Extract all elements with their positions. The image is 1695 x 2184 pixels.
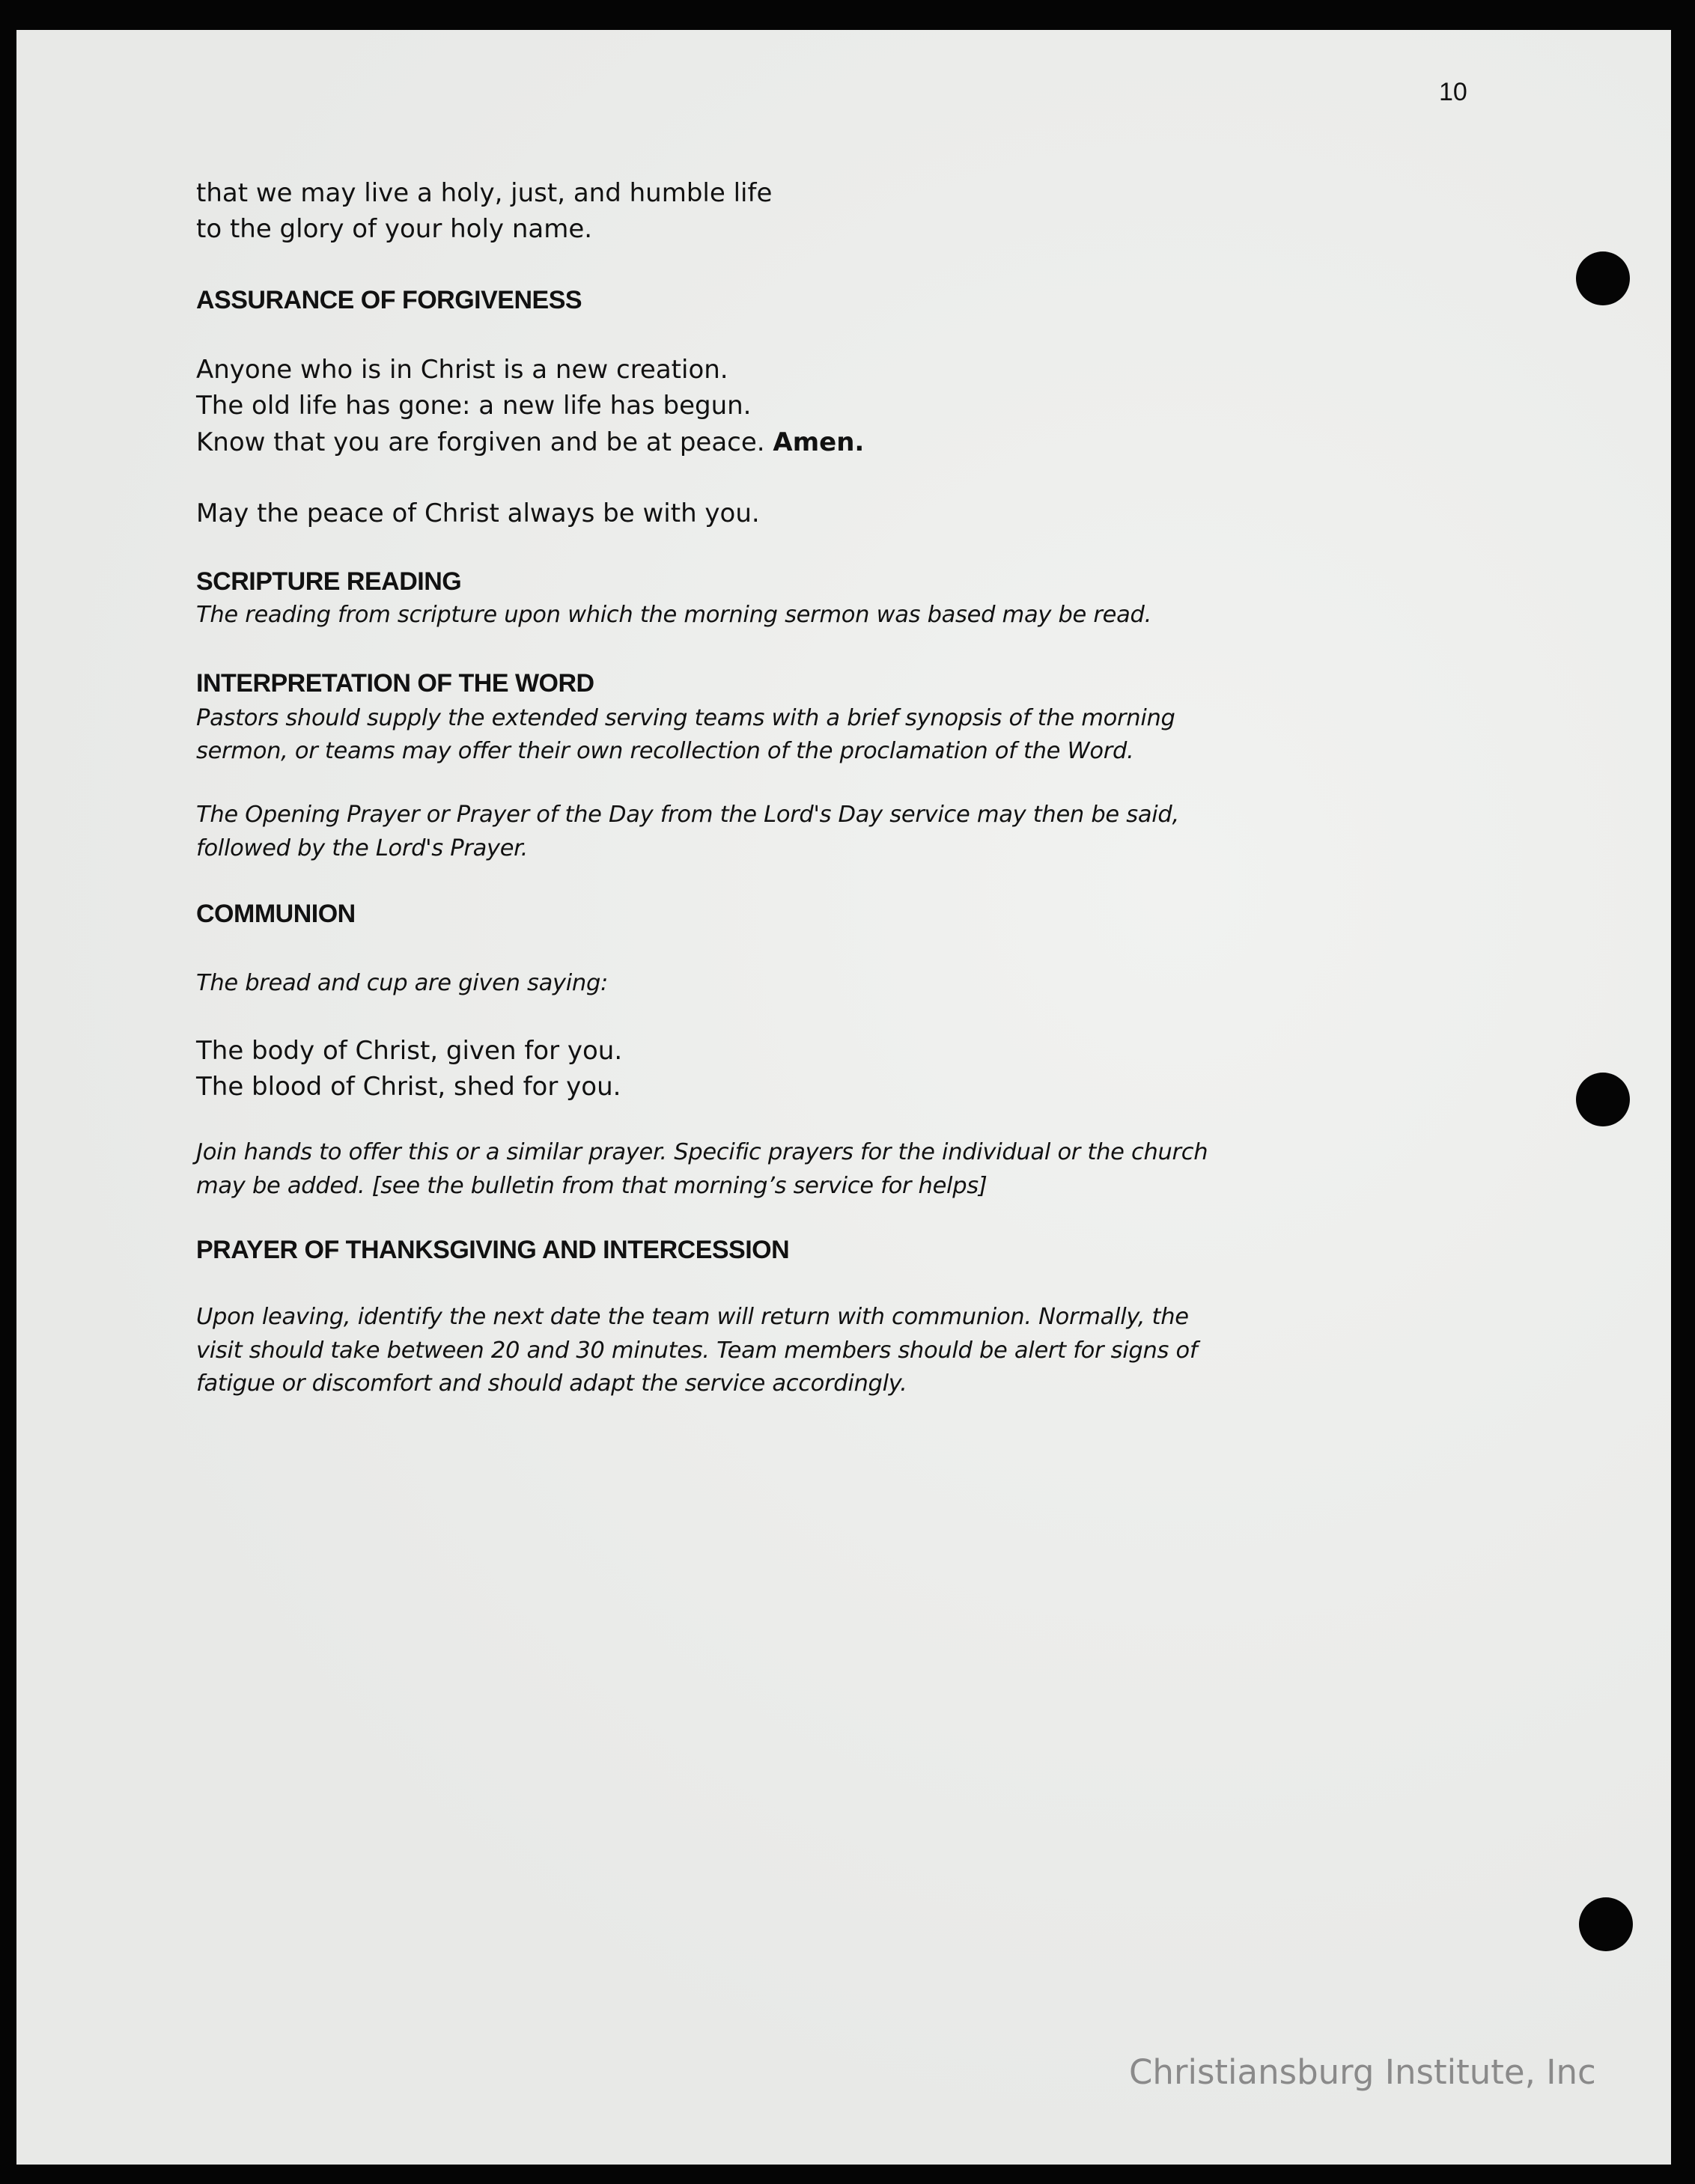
instruction-text: fatigue or discomfort and should adapt the service accordingly. xyxy=(196,1370,907,1397)
instruction-text: The bread and cup are given saying: xyxy=(196,970,608,996)
section-heading: ASSURANCE OF FORGIVENESS xyxy=(196,286,582,314)
section-heading: INTERPRETATION OF THE WORD xyxy=(196,669,594,698)
assurance-line: The old life has gone: a new life has begun. xyxy=(196,391,752,421)
instruction-text: The Opening Prayer or Prayer of the Day from the Lord's Day service may then be said, xyxy=(196,802,1179,828)
instruction-text: followed by the Lord's Prayer. xyxy=(196,835,529,861)
page-number: 10 xyxy=(1439,78,1467,106)
instruction-text: Join hands to offer this or a similar prayer. Specific prayers for the individual or the church xyxy=(196,1139,1208,1165)
punch-hole xyxy=(1576,1073,1630,1126)
punch-hole xyxy=(1579,1897,1633,1951)
instruction-text: sermon, or teams may offer their own recollection of the proclamation of the Word. xyxy=(196,738,1134,764)
intro-line: to the glory of your holy name. xyxy=(196,214,593,244)
assurance-line: Anyone who is in Christ is a new creation. xyxy=(196,355,728,385)
intro-line: that we may live a holy, just, and humble life xyxy=(196,178,773,208)
section-heading: COMMUNION xyxy=(196,900,356,928)
watermark: Christiansburg Institute, Inc xyxy=(1129,2052,1596,2092)
communion-line: The blood of Christ, shed for you. xyxy=(196,1072,621,1102)
instruction-text: Upon leaving, identify the next date the team will return with communion. Normally, the xyxy=(196,1304,1189,1330)
instruction-text: may be added. [see the bulletin from that morning’s service for helps] xyxy=(196,1173,988,1199)
amen-text: Amen. xyxy=(773,427,865,457)
instruction-text: visit should take between 20 and 30 minutes. Team members should be alert for signs of xyxy=(196,1337,1198,1364)
section-heading: PRAYER OF THANKSGIVING AND INTERCESSION xyxy=(196,1236,790,1264)
communion-line: The body of Christ, given for you. xyxy=(196,1036,623,1066)
punch-hole xyxy=(1576,251,1630,305)
instruction-text: Pastors should supply the extended serving teams with a brief synopsis of the morning xyxy=(196,705,1175,731)
assurance-text: Know that you are forgiven and be at peace. xyxy=(196,427,773,457)
instruction-text: The reading from scripture upon which the morning sermon was based may be read. xyxy=(196,602,1151,628)
section-heading: SCRIPTURE READING xyxy=(196,567,462,596)
assurance-line xyxy=(196,427,864,457)
peace-line: May the peace of Christ always be with you. xyxy=(196,498,760,528)
